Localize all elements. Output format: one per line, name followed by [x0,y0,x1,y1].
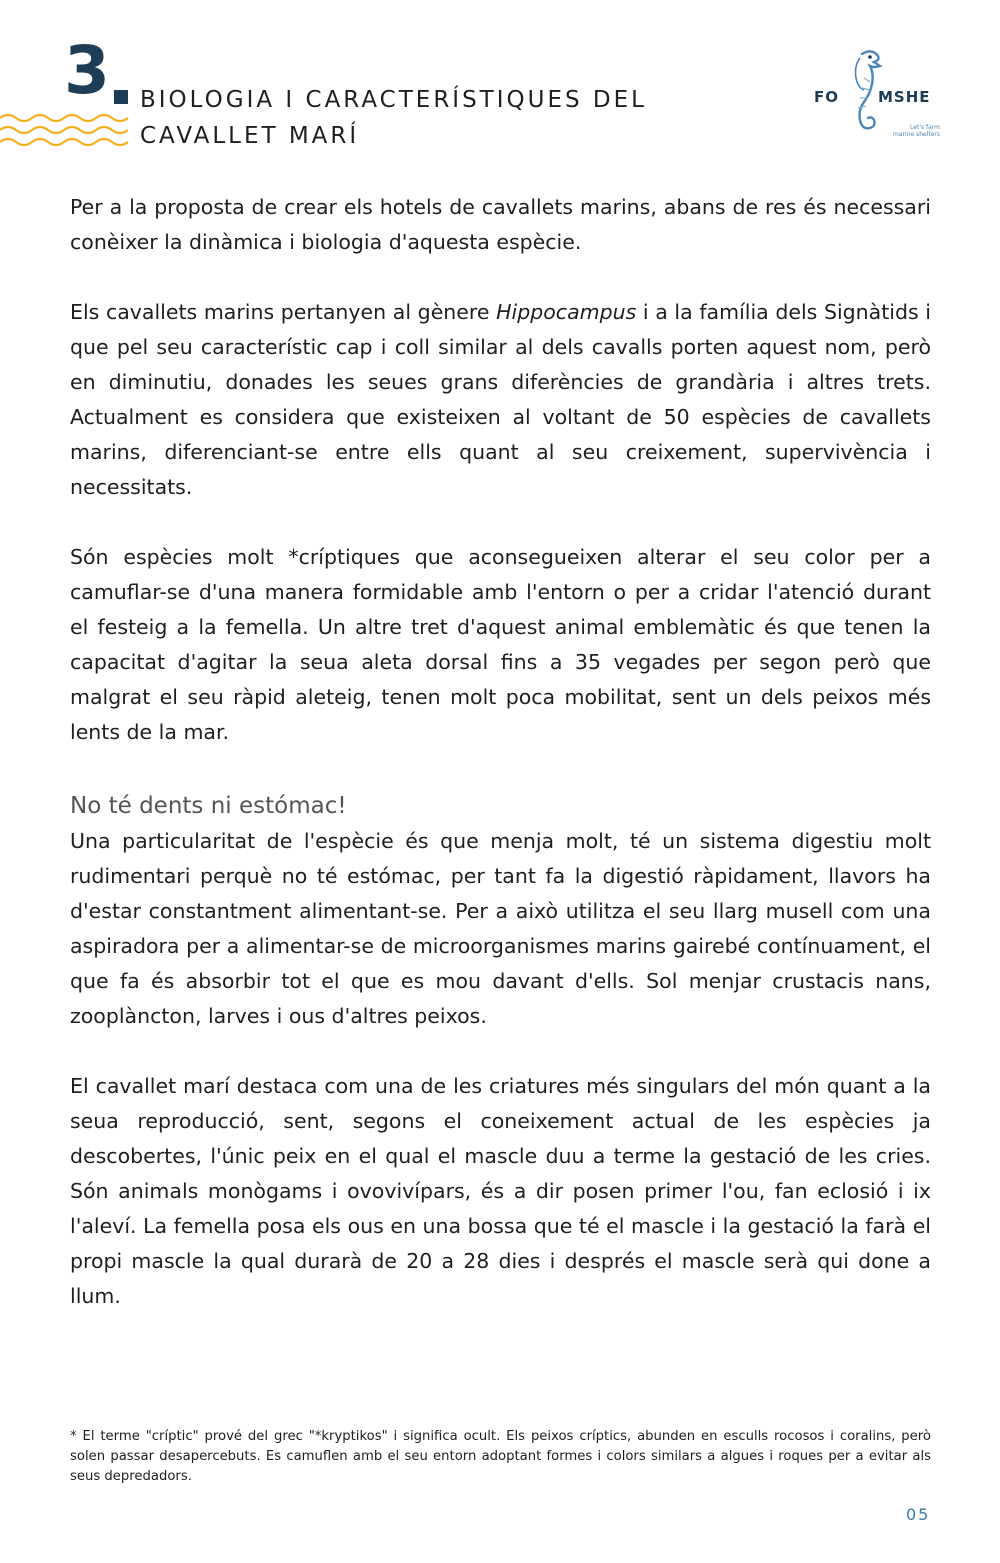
paragraph-intro: Per a la proposta de crear els hotels de cavallets marins, abans de res és necessari conèixer la dinàmica i biologia d'aquesta espècie. [70,195,931,254]
logo-text-left: FO [814,88,839,106]
logo-tagline: Let's farm marine shelters [893,124,940,138]
section-number-dot [114,90,128,104]
paragraph-genus: Els cavallets marins pertanyen al gènere Hippocampus i a la família dels Signàtids i que pel seu característic cap i coll similar al dels cavalls porten aquest nom, però en diminutiu, donades les seues grans diferències de grandària i altres trets. Actualment es considera que existeixen al voltant de 50 espècies de cavallets marins, diferenciant-se entre ells quant al seu creixement, supervivència i necessitats. [70,300,931,499]
section-title-line-2: CAVALLET MARÍ [140,123,360,149]
logo-text-right: MSHE [878,88,931,106]
section-title-line-1: BIOLOGIA I CARACTERÍSTIQUES DEL [140,87,647,113]
fomshe-logo [810,48,940,144]
section-title [140,82,760,154]
footnote: * El terme "críptic" prové del grec "*kryptikos" i significa ocult. Els peixos críptics, abunden en esculls rocosos i coralins, però solen passar desapercebuts. Es camuflen amb el seu entorn adoptant formes i colors similars a algues i roques per a evitar als seus depredadors. [70,1429,931,1484]
genus-name: Hippocampus [496,300,637,324]
main-content [70,190,931,1314]
page-number: 05 [906,1505,931,1524]
section-number: 3 [64,32,108,109]
paragraph-digestion: Una particularitat de l'espècie és que menja molt, té un sistema digestiu molt rudimentari perquè no té estómac, per tant fa la digestió ràpidament, llavors ha d'estar constantment alimentant-se. Per a això utilitza el seu llarg musell com una aspiradora per a alimentar-se de microorganismes marins gairebé contínuament, el que fa és absorbir tot el que es mou davant d'ells. Sol menjar crustacis nans, zooplàncton, larves i ous d'altres peixos. [70,829,931,1028]
paragraph-reproduction: El cavallet marí destaca com una de les criatures més singulars del món quant a la seua reproducció, sent, segons el coneixement actual de les espècies ja descobertes, l'únic peix en el qual el mascle duu a terme la gestació de les cries. Són animals monògams i ovovivípars, és a dir posen primer l'ou, fan eclosió i ix l'aleví. La femella posa els ous en una bossa que té el mascle i la gestació la farà el propi mascle la qual durarà de 20 a 28 dies i després el mascle serà qui done a llum. [70,1074,931,1308]
subheading: No té dents ni estómac! [70,793,347,819]
waves-decoration-icon [0,110,132,150]
paragraph-cryptic: Són espècies molt *críptiques que aconsegueixen alterar el seu color per a camuflar-se d'una manera formidable amb l'entorn o per a cridar l'atenció durant el festeig a la femella. Un altre tret d'aquest animal emblemàtic és que tenen la capacitat d'agitar la seua aleta dorsal fins a 35 vegades per segon però que malgrat el seu ràpid aleteig, tenen molt poca mobilitat, sent un dels peixos més lents de la mar. [70,545,931,744]
page-header [0,0,1000,160]
